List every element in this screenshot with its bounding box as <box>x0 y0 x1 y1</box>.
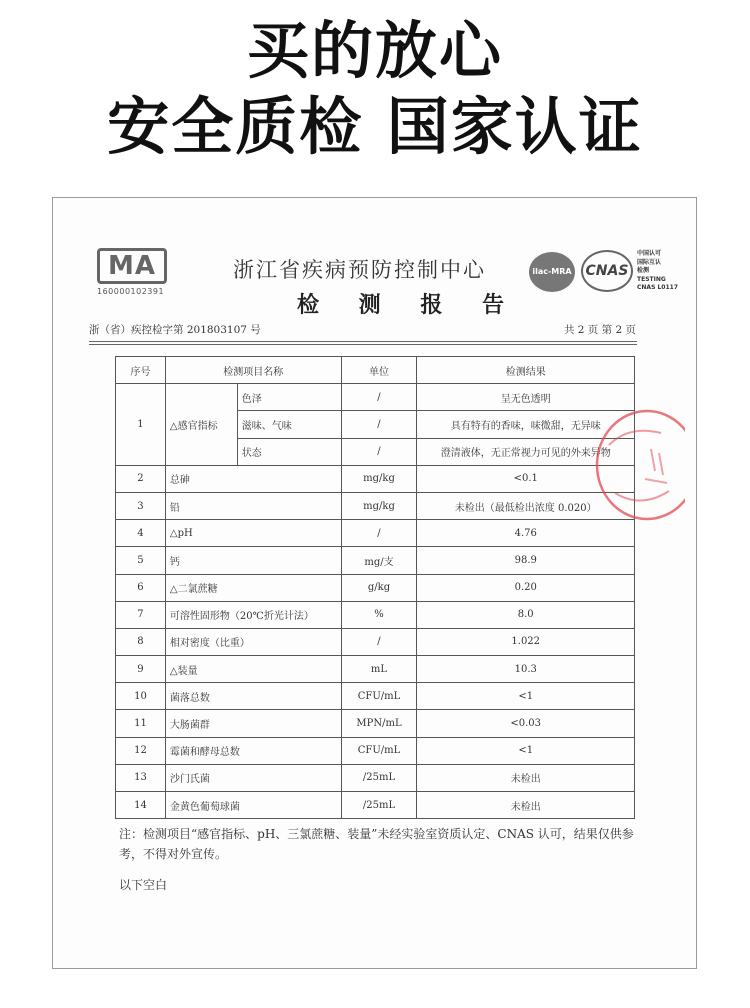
row-item-name: 可溶性固形物（20℃折光计法） <box>165 601 341 628</box>
row-subitem: 状态 <box>237 438 341 465</box>
row-no: 6 <box>116 574 166 601</box>
cnas-caption-line: CNAS L0117 <box>637 284 679 291</box>
row-unit: mg/kg <box>341 492 417 519</box>
row-result: 4.76 <box>417 520 635 547</box>
row-no: 7 <box>116 601 166 628</box>
table-header-row <box>116 357 635 384</box>
table-row <box>116 520 635 547</box>
cnas-caption-line: 中国认可 <box>637 250 662 257</box>
document-number: 浙（省）疾控检字第 201803107 号 <box>89 324 261 336</box>
row-result: 8.0 <box>417 601 635 628</box>
cnas-logo: CNAS <box>581 250 633 292</box>
row-result: <0.03 <box>417 710 635 737</box>
results-table <box>115 356 635 819</box>
table-row <box>116 574 635 601</box>
row-no: 9 <box>116 656 166 683</box>
row-result: 98.9 <box>417 547 635 574</box>
table-row <box>116 683 635 710</box>
row-item-name: 相对密度（比重） <box>165 628 341 655</box>
table-row <box>116 547 635 574</box>
row-no: 11 <box>116 710 166 737</box>
row-no: 12 <box>116 737 166 764</box>
row-subitem: 滋味、气味 <box>237 411 341 438</box>
row-result: 具有特有的香味，味微甜，无异味 <box>417 411 635 438</box>
row-result: 未检出 <box>417 792 635 819</box>
row-unit: / <box>341 628 417 655</box>
test-report-sheet <box>52 197 697 969</box>
row-item-name: △二氯蔗糖 <box>165 574 341 601</box>
table-row <box>116 764 635 791</box>
row-no: 5 <box>116 547 166 574</box>
row-no: 2 <box>116 465 166 492</box>
header-item-name: 检测项目名称 <box>165 357 341 384</box>
headline-line1: 买的放心 <box>246 14 503 87</box>
header-unit: 单位 <box>341 357 417 384</box>
row-no: 8 <box>116 628 166 655</box>
row-result: 未检出 <box>417 764 635 791</box>
row-item-name: 沙门氏菌 <box>165 764 341 791</box>
divider-line <box>89 344 637 345</box>
header-no: 序号 <box>116 357 166 384</box>
table-row <box>116 710 635 737</box>
cma-number: 160000102391 <box>97 287 165 296</box>
cma-mark: MA <box>97 248 167 284</box>
row-unit: /25mL <box>341 792 417 819</box>
row-unit: / <box>341 520 417 547</box>
row-unit: / <box>341 411 417 438</box>
row-item-name: 霉菌和酵母总数 <box>165 737 341 764</box>
row-result: <0.1 <box>417 465 635 492</box>
cnas-caption-line: TESTING <box>637 275 666 283</box>
row-result: <1 <box>417 737 635 764</box>
row-item-name: 大肠菌群 <box>165 710 341 737</box>
ilac-mra-logo: ilac-MRA <box>529 252 575 292</box>
row-no: 3 <box>116 492 166 519</box>
row-unit: mg/支 <box>341 547 417 574</box>
row-unit: / <box>341 384 417 411</box>
row-result: 呈无色透明 <box>417 384 635 411</box>
table-row <box>116 492 635 519</box>
table-row <box>116 384 635 411</box>
table-row <box>116 628 635 655</box>
row-no: 4 <box>116 520 166 547</box>
center-name: 浙江省疾病预防控制中心 <box>233 258 486 282</box>
row-unit: % <box>341 601 417 628</box>
row-no: 14 <box>116 792 166 819</box>
row-item-name: 金黄色葡萄球菌 <box>165 792 341 819</box>
cma-logo <box>97 248 175 296</box>
row-group: △感官指标 <box>165 384 237 466</box>
cnas-caption-line: 国际互认 <box>637 258 662 266</box>
table-row <box>116 465 635 492</box>
row-item-name: △装量 <box>165 656 341 683</box>
row-unit: MPN/mL <box>341 710 417 737</box>
headline-line2: 安全质检 国家认证 <box>107 90 643 163</box>
row-unit: g/kg <box>341 574 417 601</box>
row-result: 未检出（最低检出浓度 0.020） <box>417 492 635 519</box>
below-blank-text: 以下空白 <box>119 878 168 892</box>
table-row <box>116 792 635 819</box>
row-unit: CFU/mL <box>341 737 417 764</box>
row-item-name: 钙 <box>165 547 341 574</box>
row-no: 1 <box>116 384 166 466</box>
row-unit: CFU/mL <box>341 683 417 710</box>
table-row <box>116 737 635 764</box>
table-row <box>116 601 635 628</box>
row-subitem: 色泽 <box>237 384 341 411</box>
report-title: 检 测 报 告 <box>297 292 520 318</box>
row-item-name: 总砷 <box>165 465 341 492</box>
row-result: <1 <box>417 683 635 710</box>
row-unit: / <box>341 438 417 465</box>
row-item-name: 菌落总数 <box>165 683 341 710</box>
row-item-name: 铅 <box>165 492 341 519</box>
header-result: 检测结果 <box>417 357 635 384</box>
row-result: 0.20 <box>417 574 635 601</box>
row-unit: mL <box>341 656 417 683</box>
row-unit: /25mL <box>341 764 417 791</box>
row-unit: mg/kg <box>341 465 417 492</box>
row-no: 10 <box>116 683 166 710</box>
cnas-caption-line: 检测 <box>637 267 650 274</box>
row-result: 1.022 <box>417 628 635 655</box>
row-no: 13 <box>116 764 166 791</box>
row-result: 澄清液体，无正常视力可见的外来异物 <box>417 438 635 465</box>
table-row <box>116 656 635 683</box>
divider-line <box>89 341 637 342</box>
footnote: 注：检测项目“感官指标、pH、三氯蔗糖、装量”未经实验室资质认定、CNAS 认可，结果仅供参考，不得对外宣传。 <box>119 827 634 861</box>
cnas-caption <box>637 250 678 293</box>
row-result: 10.3 <box>417 656 635 683</box>
row-item-name: △pH <box>165 520 341 547</box>
page-number: 共 2 页 第 2 页 <box>563 324 636 336</box>
